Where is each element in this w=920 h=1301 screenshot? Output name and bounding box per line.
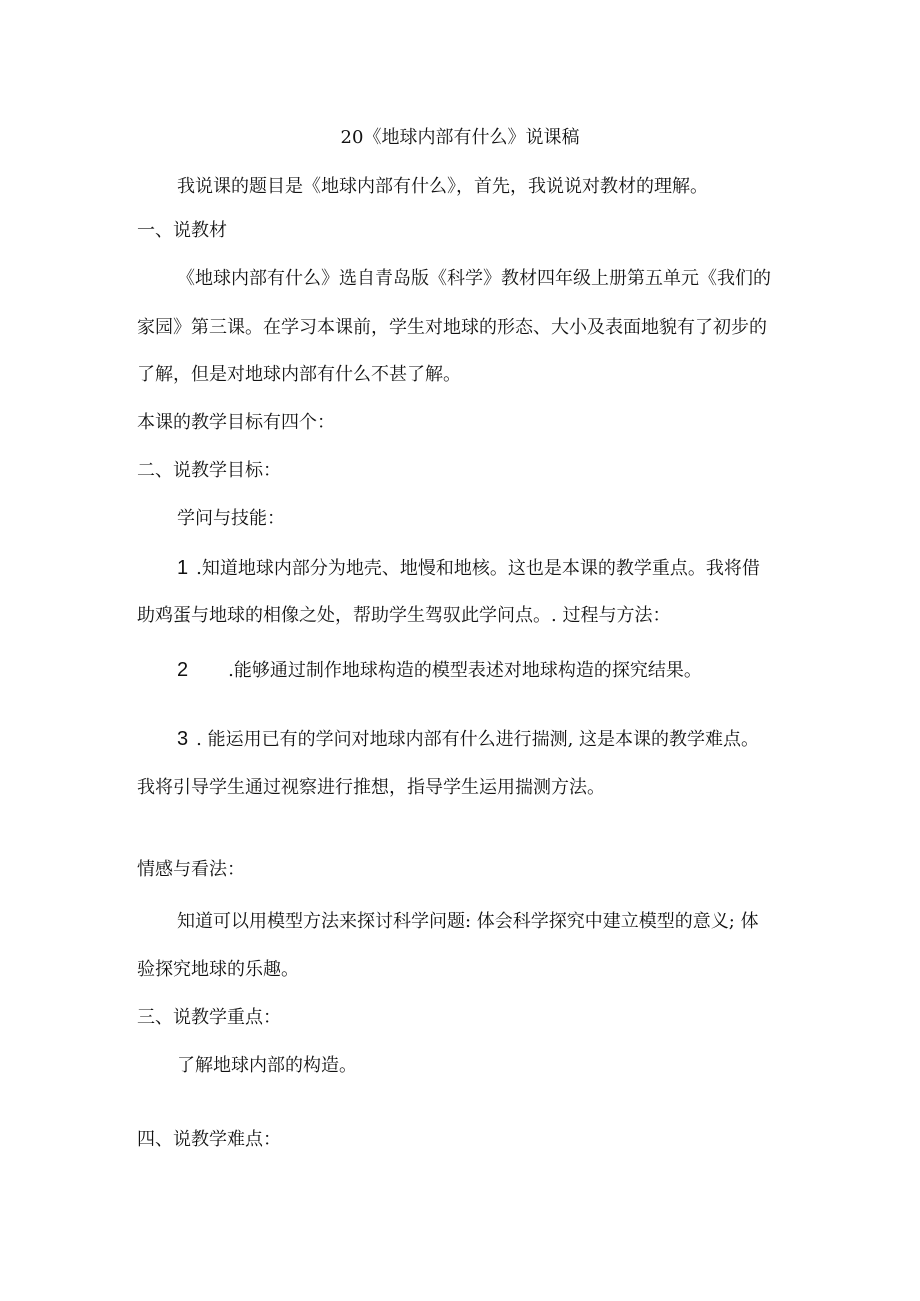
textbook-paragraph-line-3: 了解，但是对地球内部有什么不甚了解。 xyxy=(137,364,461,385)
goal-item-2 xyxy=(177,660,702,680)
attitude-subheading: 情感与看法： xyxy=(137,859,245,880)
textbook-paragraph-line-1: 《地球内部有什么》选自青岛版《科学》教材四年级上册第五单元《我们的 xyxy=(177,268,771,289)
goal-item-3-text: . 能运用已有的学问对地球内部有什么进行揣测, 这是本课的教学难点。 xyxy=(196,729,760,750)
intro-paragraph: 我说课的题目是《地球内部有什么》，首先，我说说对教材的理解。 xyxy=(177,176,708,197)
goal-item-1-line-2: 助鸡蛋与地球的相像之处，帮助学生驾驭此学问点。. 过程与方法： xyxy=(137,605,671,626)
document-title: 20《地球内部有什么》说课稿 xyxy=(340,127,580,148)
goal-item-1-number: 1 xyxy=(177,557,189,579)
knowledge-skills-subheading: 学问与技能： xyxy=(177,508,285,529)
goal-item-1-text: .知道地球内部分为地壳、地慢和地核。这也是本课的教学重点。我将借 xyxy=(196,558,760,579)
goal-item-3-line-1 xyxy=(177,729,759,749)
section-2-heading: 二、说教学目标： xyxy=(137,460,281,481)
section-1-heading: 一、说教材 xyxy=(137,220,227,241)
goal-item-3-line-2: 我将引导学生通过视察进行推想，指导学生运用揣测方法。 xyxy=(137,777,605,798)
key-point-text: 了解地球内部的构造。 xyxy=(177,1055,357,1076)
textbook-paragraph-line-2: 家园》第三课。在学习本课前，学生对地球的形态、大小及表面地貌有了初步的 xyxy=(137,317,767,338)
goal-item-2-number: 2 xyxy=(177,659,189,681)
goal-item-3-number: 3 xyxy=(177,728,189,750)
attitude-paragraph-line-1: 知道可以用模型方法来探讨科学问题: 体会科学探究中建立模型的意义; 体 xyxy=(177,911,759,932)
goals-count-text: 本课的教学目标有四个： xyxy=(137,412,335,433)
section-4-heading: 四、说教学难点： xyxy=(137,1129,281,1150)
goal-item-1-line-1 xyxy=(177,558,760,578)
goal-item-2-text: .能够通过制作地球构造的模型表述对地球构造的探究结果。 xyxy=(228,660,702,681)
attitude-paragraph-line-2: 验探究地球的乐趣。 xyxy=(137,959,299,980)
section-3-heading: 三、说教学重点： xyxy=(137,1007,281,1028)
